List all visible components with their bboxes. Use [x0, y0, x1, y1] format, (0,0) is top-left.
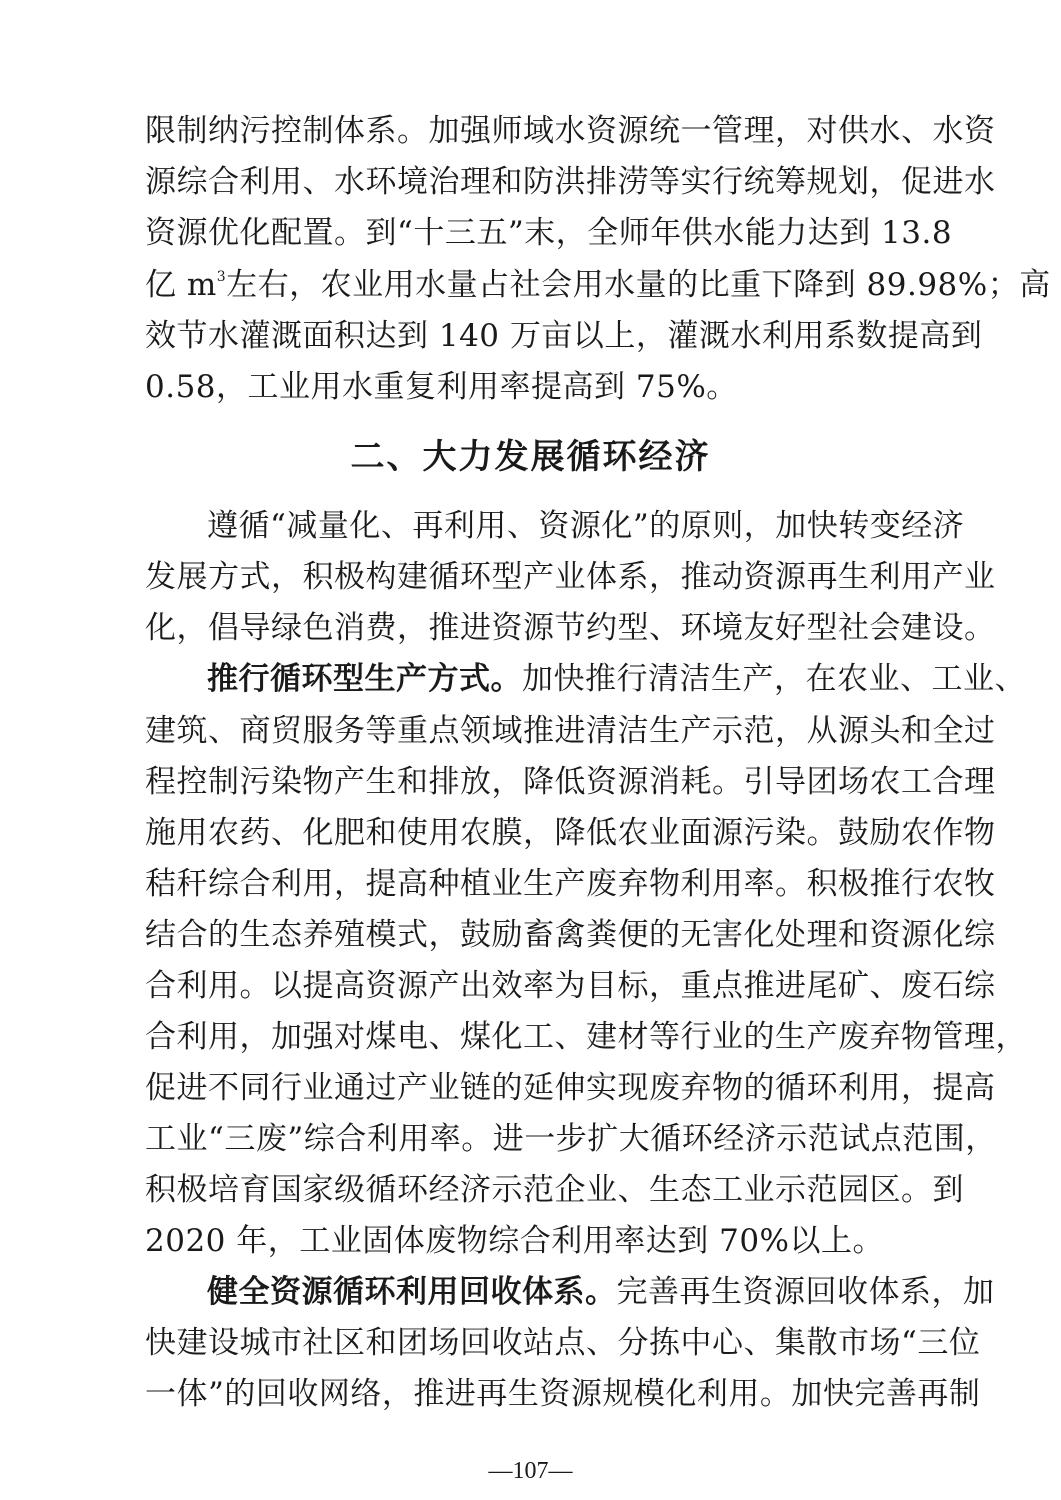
line-text: 加快推行清洁生产，在农业、工业、	[522, 661, 1026, 697]
paragraph-2-line-3: 化，倡导绿色消费，推进资源节约型、环境友好型社会建设。	[145, 610, 996, 646]
superscript-3: 3	[216, 269, 227, 285]
line-text: 左右，农业用水量占社会用水量的比重下降到 89.98%；高	[226, 267, 1051, 303]
line-text: 完善再生资源回收体系，加	[616, 1274, 995, 1310]
paragraph-3-line-9: 促进不同行业通过产业链的延伸实现废弃物的循环利用，提高	[145, 1070, 996, 1106]
paragraph-3-line-11: 积极培育国家级循环经济示范企业、生态工业示范园区。到	[145, 1172, 964, 1208]
paragraph-3-line-12: 2020 年，工业固体废物综合利用率达到 70%以上。	[145, 1223, 885, 1259]
paragraph-1-line-1: 限制纳污控制体系。加强师域水资源统一管理，对供水、水资	[145, 113, 996, 149]
paragraph-3-line-1	[207, 659, 1026, 699]
paragraph-3-line-4: 施用农药、化肥和使用农膜，降低农业面源污染。鼓励农作物	[145, 815, 996, 851]
paragraph-3-line-3: 程控制污染物产生和排放，降低资源消耗。引导团场农工合理	[145, 764, 996, 800]
paragraph-2-line-1: 遵循“减量化、再利用、资源化”的原则，加快转变经济	[207, 508, 965, 544]
section-heading: 二、大力发展循环经济	[350, 437, 711, 477]
paragraph-3-lead: 推行循环型生产方式。	[207, 661, 522, 697]
paragraph-3-line-2: 建筑、商贸服务等重点领域推进清洁生产示范，从源头和全过	[145, 713, 996, 749]
paragraph-3-line-5: 秸秆综合利用，提高种植业生产废弃物利用率。积极推行农牧	[145, 866, 996, 902]
paragraph-2-line-2: 发展方式，积极构建循环型产业体系，推动资源再生利用产业	[145, 559, 996, 595]
paragraph-3-line-6: 结合的生态养殖模式，鼓励畜禽粪便的无害化处理和资源化综	[145, 917, 996, 953]
paragraph-1-line-4	[145, 265, 1051, 305]
paragraph-1-line-3: 资源优化配置。到“十三五”末，全师年供水能力达到 13.8	[145, 215, 953, 251]
paragraph-3-line-10: 工业“三废”综合利用率。进一步扩大循环经济示范试点范围，	[145, 1121, 997, 1157]
paragraph-4-line-1	[207, 1272, 995, 1312]
paragraph-1-line-2: 源综合利用、水环境治理和防洪排涝等实行统筹规划，促进水	[145, 164, 996, 200]
paragraph-1-line-5: 效节水灌溉面积达到 140 万亩以上，灌溉水利用系数提高到	[145, 318, 983, 354]
page-number: —107—	[488, 1458, 573, 1484]
paragraph-4-line-3: 一体”的回收网络，推进再生资源规模化利用。加快完善再制	[145, 1376, 981, 1412]
paragraph-3-line-8: 合利用，加强对煤电、煤化工、建材等行业的生产废弃物管理，	[145, 1019, 1027, 1055]
paragraph-4-line-2: 快建设城市社区和团场回收站点、分拣中心、集散市场“三位	[145, 1325, 981, 1361]
paragraph-1-line-6: 0.58，工业用水重复利用率提高到 75%。	[145, 369, 738, 405]
unit-text: 亿 m	[145, 267, 217, 303]
paragraph-4-lead: 健全资源循环利用回收体系。	[207, 1274, 617, 1310]
paragraph-3-line-7: 合利用。以提高资源产出效率为目标，重点推进尾矿、废石综	[145, 968, 996, 1004]
